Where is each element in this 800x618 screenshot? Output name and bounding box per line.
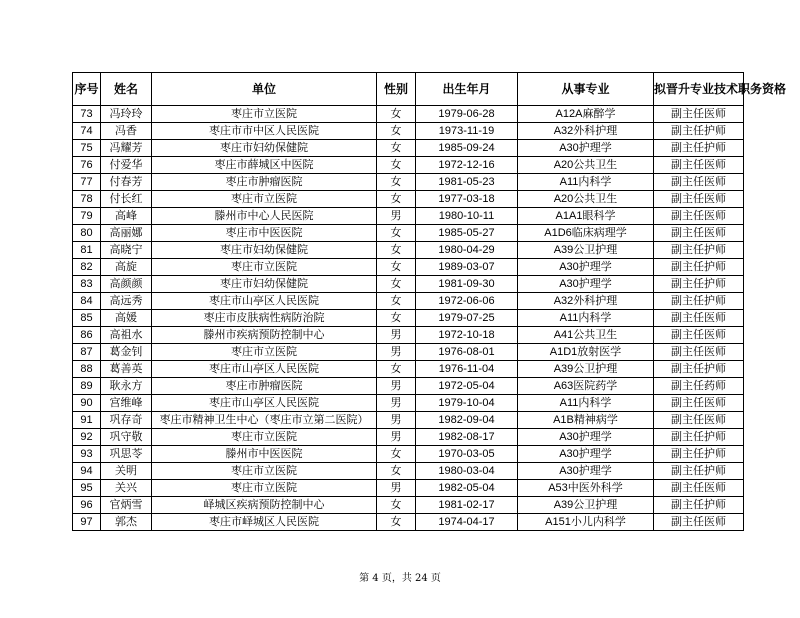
cell-no: 76 [73,157,101,174]
cell-title: 副主任护师 [654,242,744,259]
cell-birth: 1970-03-05 [416,446,518,463]
table-row [73,412,744,429]
cell-major: A30护理学 [518,276,654,293]
cell-name: 巩思苓 [101,446,152,463]
cell-gender: 女 [377,446,416,463]
cell-major: A1D6临床病理学 [518,225,654,242]
cell-title: 副主任医师 [654,412,744,429]
cell-birth: 1982-05-04 [416,480,518,497]
cell-birth: 1972-06-06 [416,293,518,310]
table-row [73,446,744,463]
cell-title: 副主任护师 [654,140,744,157]
cell-unit: 枣庄市肿瘤医院 [152,378,377,395]
cell-no: 78 [73,191,101,208]
table-row [73,293,744,310]
cell-major: A20公共卫生 [518,157,654,174]
cell-unit: 峄城区疾病预防控制中心 [152,497,377,514]
cell-no: 84 [73,293,101,310]
cell-unit: 枣庄市立医院 [152,344,377,361]
cell-name: 冯耀芳 [101,140,152,157]
cell-birth: 1976-08-01 [416,344,518,361]
table-row [73,259,744,276]
cell-major: A151小儿内科学 [518,514,654,531]
cell-birth: 1981-02-17 [416,497,518,514]
cell-birth: 1973-11-19 [416,123,518,140]
table-row [73,463,744,480]
cell-unit: 枣庄市山亭区人民医院 [152,361,377,378]
cell-gender: 男 [377,412,416,429]
cell-major: A30护理学 [518,140,654,157]
cell-birth: 1972-05-04 [416,378,518,395]
cell-major: A11内科学 [518,395,654,412]
cell-name: 付爱华 [101,157,152,174]
cell-title: 副主任医师 [654,344,744,361]
cell-major: A1D1放射医学 [518,344,654,361]
cell-unit: 滕州市疾病预防控制中心 [152,327,377,344]
cell-no: 81 [73,242,101,259]
cell-birth: 1989-03-07 [416,259,518,276]
cell-unit: 枣庄市立医院 [152,191,377,208]
cell-major: A39公卫护理 [518,497,654,514]
cell-no: 92 [73,429,101,446]
cell-title: 副主任医师 [654,310,744,327]
cell-title: 副主任护师 [654,446,744,463]
table-row [73,344,744,361]
cell-unit: 枣庄市峄城区人民医院 [152,514,377,531]
cell-birth: 1976-11-04 [416,361,518,378]
table-row [73,157,744,174]
cell-title: 副主任护师 [654,293,744,310]
cell-unit: 枣庄市立医院 [152,480,377,497]
cell-birth: 1980-03-04 [416,463,518,480]
cell-title: 副主任护师 [654,361,744,378]
cell-title: 副主任医师 [654,514,744,531]
cell-gender: 男 [377,327,416,344]
cell-gender: 女 [377,259,416,276]
table-row [73,480,744,497]
cell-gender: 女 [377,276,416,293]
cell-major: A11内科学 [518,174,654,191]
cell-major: A12A麻醉学 [518,106,654,123]
cell-unit: 枣庄市立医院 [152,463,377,480]
cell-gender: 女 [377,191,416,208]
cell-name: 高祖水 [101,327,152,344]
cell-gender: 男 [377,344,416,361]
cell-major: A32外科护理 [518,293,654,310]
table-row [73,327,744,344]
cell-gender: 女 [377,463,416,480]
cell-name: 冯香 [101,123,152,140]
table-row [73,123,744,140]
header-name: 姓名 [101,73,152,106]
cell-major: A30护理学 [518,259,654,276]
cell-gender: 女 [377,225,416,242]
header-row [73,73,744,106]
cell-no: 80 [73,225,101,242]
cell-name: 高丽娜 [101,225,152,242]
cell-birth: 1985-09-24 [416,140,518,157]
cell-no: 75 [73,140,101,157]
table-row [73,276,744,293]
cell-no: 82 [73,259,101,276]
cell-no: 77 [73,174,101,191]
cell-name: 关兴 [101,480,152,497]
table-header [73,73,787,106]
cell-unit: 枣庄市妇幼保健院 [152,140,377,157]
table-row [73,429,744,446]
cell-major: A32外科护理 [518,123,654,140]
cell-major: A30护理学 [518,463,654,480]
cell-birth: 1972-12-16 [416,157,518,174]
cell-no: 83 [73,276,101,293]
cell-no: 93 [73,446,101,463]
table-row [73,191,744,208]
cell-title: 副主任医师 [654,174,744,191]
cell-gender: 男 [377,208,416,225]
cell-unit: 枣庄市皮肤病性病防治院 [152,310,377,327]
cell-major: A39公卫护理 [518,361,654,378]
cell-major: A30护理学 [518,429,654,446]
cell-name: 高媛 [101,310,152,327]
cell-name: 高晓宁 [101,242,152,259]
cell-no: 87 [73,344,101,361]
cell-no: 95 [73,480,101,497]
cell-major: A39公卫护理 [518,242,654,259]
cell-unit: 枣庄市妇幼保健院 [152,276,377,293]
cell-no: 96 [73,497,101,514]
table-row [73,106,744,123]
cell-unit: 枣庄市妇幼保健院 [152,242,377,259]
table-row [73,174,744,191]
cell-birth: 1979-06-28 [416,106,518,123]
table-row [73,378,744,395]
cell-gender: 女 [377,174,416,191]
cell-name: 葛善英 [101,361,152,378]
cell-gender: 女 [377,361,416,378]
cell-name: 冯玲玲 [101,106,152,123]
cell-birth: 1977-03-18 [416,191,518,208]
cell-name: 付长红 [101,191,152,208]
cell-title: 副主任医师 [654,208,744,225]
cell-title: 副主任医师 [654,225,744,242]
cell-birth: 1979-10-04 [416,395,518,412]
cell-no: 86 [73,327,101,344]
cell-no: 88 [73,361,101,378]
header-birth: 出生年月 [416,73,518,106]
roster-table [72,72,787,531]
cell-title: 副主任医师 [654,106,744,123]
table-row [73,208,744,225]
cell-major: A53中医外科学 [518,480,654,497]
cell-gender: 男 [377,378,416,395]
cell-birth: 1972-10-18 [416,327,518,344]
cell-gender: 女 [377,242,416,259]
cell-name: 宫维峰 [101,395,152,412]
cell-gender: 男 [377,395,416,412]
cell-title: 副主任护师 [654,429,744,446]
cell-name: 巩存奇 [101,412,152,429]
cell-gender: 女 [377,514,416,531]
cell-title: 副主任护师 [654,259,744,276]
cell-gender: 男 [377,480,416,497]
cell-name: 高旋 [101,259,152,276]
cell-major: A41公共卫生 [518,327,654,344]
cell-name: 高远秀 [101,293,152,310]
cell-gender: 女 [377,310,416,327]
table-row [73,140,744,157]
cell-title: 副主任医师 [654,395,744,412]
table-row [73,514,744,531]
cell-name: 葛金钊 [101,344,152,361]
cell-no: 97 [73,514,101,531]
cell-birth: 1974-04-17 [416,514,518,531]
cell-no: 79 [73,208,101,225]
cell-birth: 1980-10-11 [416,208,518,225]
cell-gender: 男 [377,429,416,446]
cell-no: 89 [73,378,101,395]
cell-gender: 女 [377,140,416,157]
cell-title: 副主任医师 [654,191,744,208]
cell-title: 副主任医师 [654,157,744,174]
cell-unit: 枣庄市薛城区中医院 [152,157,377,174]
cell-major: A20公共卫生 [518,191,654,208]
cell-no: 94 [73,463,101,480]
cell-unit: 枣庄市山亭区人民医院 [152,293,377,310]
cell-unit: 枣庄市立医院 [152,429,377,446]
cell-no: 73 [73,106,101,123]
cell-major: A1A1眼科学 [518,208,654,225]
cell-title: 副主任医师 [654,480,744,497]
cell-unit: 枣庄市山亭区人民医院 [152,395,377,412]
cell-no: 91 [73,412,101,429]
table-row [73,225,744,242]
cell-birth: 1982-08-17 [416,429,518,446]
cell-gender: 女 [377,106,416,123]
header-title: 拟晋升专业技术职务资格 [654,73,744,106]
table-row [73,310,744,327]
cell-birth: 1981-09-30 [416,276,518,293]
header-unit: 单位 [152,73,377,106]
cell-no: 74 [73,123,101,140]
cell-unit: 枣庄市精神卫生中心（枣庄市立第二医院） [152,412,377,429]
header-gender: 性别 [377,73,416,106]
cell-title: 副主任医师 [654,327,744,344]
cell-gender: 女 [377,157,416,174]
table-row [73,361,744,378]
cell-name: 付春芳 [101,174,152,191]
cell-major: A1B精神病学 [518,412,654,429]
cell-name: 高颜颜 [101,276,152,293]
cell-major: A11内科学 [518,310,654,327]
cell-unit: 枣庄市肿瘤医院 [152,174,377,191]
cell-no: 85 [73,310,101,327]
cell-title: 副主任护师 [654,123,744,140]
cell-major: A63医院药学 [518,378,654,395]
table-row [73,497,744,514]
cell-gender: 女 [377,497,416,514]
cell-title: 副主任护师 [654,497,744,514]
cell-name: 巩守敬 [101,429,152,446]
cell-unit: 枣庄市市中区人民医院 [152,123,377,140]
cell-unit: 枣庄市中医医院 [152,225,377,242]
cell-name: 耿永方 [101,378,152,395]
header-major: 从事专业 [518,73,654,106]
table-row [73,395,744,412]
cell-unit: 滕州市中心人民医院 [152,208,377,225]
cell-unit: 枣庄市立医院 [152,106,377,123]
cell-name: 郭杰 [101,514,152,531]
cell-name: 关明 [101,463,152,480]
cell-title: 副主任药师 [654,378,744,395]
cell-no: 90 [73,395,101,412]
header-no: 序号 [73,73,101,106]
cell-birth: 1980-04-29 [416,242,518,259]
cell-gender: 女 [377,123,416,140]
cell-title: 副主任护师 [654,276,744,293]
cell-name: 高峰 [101,208,152,225]
cell-gender: 女 [377,293,416,310]
cell-birth: 1979-07-25 [416,310,518,327]
table-body [73,106,744,531]
cell-birth: 1982-09-04 [416,412,518,429]
cell-title: 副主任护师 [654,463,744,480]
cell-birth: 1985-05-27 [416,225,518,242]
cell-birth: 1981-05-23 [416,174,518,191]
table-row [73,242,744,259]
cell-name: 官炳雪 [101,497,152,514]
cell-unit: 滕州市中医医院 [152,446,377,463]
page-footer: 第 4 页，共 24 页 [359,573,441,584]
cell-unit: 枣庄市立医院 [152,259,377,276]
cell-major: A30护理学 [518,446,654,463]
